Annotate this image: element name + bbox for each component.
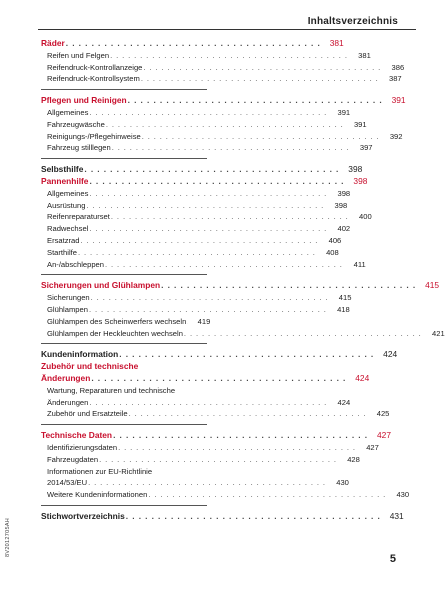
toc-leader-dots: . . . . . . . . . . . . . . . . . . . . . . . . . . . . . . . . . . . . . . . .	[111, 143, 350, 153]
toc-entry-title: Pflegen und Reinigen	[41, 95, 127, 106]
toc-chapter-entry[interactable]	[41, 280, 440, 292]
toc-leader-dots: . . . . . . . . . . . . . . . . . . . . . . . . . . . . . . . . . . . . . . . .	[88, 304, 327, 314]
toc-entry[interactable]	[41, 223, 351, 235]
toc-leader-dots: . . . . . . . . . . . . . . . . . . . . . . . . . . . . . . . . . . . . . . . .	[128, 409, 367, 419]
toc-entry[interactable]	[41, 328, 445, 340]
toc-section	[41, 280, 445, 344]
toc-entry-title: Wartung, Reparaturen und technische	[47, 385, 176, 395]
toc-entry[interactable]	[41, 119, 367, 131]
toc-entry-title: Identifizierungsdaten	[47, 442, 118, 452]
toc-leader-dots: . . . . . . . . . . . . . . . . . . . . . . . . . . . . . . . . . . . . . . . .	[89, 397, 328, 407]
toc-section	[41, 510, 404, 527]
toc-entry[interactable]	[41, 466, 207, 478]
toc-chapter-entry[interactable]	[41, 38, 344, 50]
toc-entry-title: Glühlampen der Heckleuchten wechseln	[47, 328, 183, 338]
toc-page-number: 381	[358, 50, 371, 60]
toc-entry-title: Änderungen	[41, 372, 91, 383]
toc-section	[41, 349, 398, 425]
toc-chapter-entry[interactable]	[41, 510, 404, 523]
toc-entry-title: Sicherungen und Glühlampen	[41, 280, 161, 291]
toc-entry-title: Stichwortverzeichnis	[41, 510, 125, 521]
toc-entry[interactable]	[41, 292, 352, 304]
toc-page-number: 421	[432, 328, 445, 338]
toc-entry[interactable]	[41, 489, 410, 501]
toc-leader-dots: . . . . . . . . . . . . . . . . . . . . . . . . . . . . . . . . . . . . . . . .	[148, 490, 387, 500]
toc-page-number: 427	[377, 430, 391, 441]
toc-leader-dots: . . . . . . . . . . . . . . . . . . . . . . . . . . . . . . . . . . . . . . . .	[161, 280, 417, 291]
toc-entry[interactable]	[41, 142, 373, 154]
toc-entry-title: Zubehör und Ersatzteile	[47, 409, 128, 419]
toc-entry[interactable]	[41, 50, 371, 62]
toc-leader-dots: . . . . . . . . . . . . . . . . . . . . . . . . . . . . . . . . . . . . . . . .	[89, 224, 328, 234]
toc-entry[interactable]	[41, 73, 402, 85]
toc-entry-title: Räder	[41, 38, 65, 48]
toc-entry-title: Reinigungs-/Pflegehinweise	[47, 131, 141, 141]
toc-entry-title: Technische Daten	[41, 430, 113, 441]
toc-entry[interactable]	[41, 385, 207, 397]
toc-leader-dots: . . . . . . . . . . . . . . . . . . . . . . . . . . . . . . . . . . . . . . . .	[119, 349, 375, 360]
toc-page-number: 431	[389, 510, 404, 521]
toc-entry-title: Reifendruck-Kontrollsystem	[47, 74, 140, 84]
toc-page-number: 430	[336, 478, 349, 488]
toc-entry-title: Weitere Kundeninformationen	[47, 490, 148, 500]
toc-entry-title: Allgemeines	[47, 107, 89, 117]
toc-entry-title: Informationen zur EU-Richtlinie	[47, 466, 153, 476]
page-number: 5	[389, 553, 396, 565]
margin-code: 8V2012705AH	[5, 517, 11, 557]
toc-entry[interactable]	[41, 247, 339, 259]
toc-page-number: 425	[376, 409, 390, 419]
toc-leader-dots: . . . . . . . . . . . . . . . . . . . . . . . . . . . . . . . . . . . . . . . .	[91, 372, 347, 383]
toc-page-number: 391	[391, 95, 406, 106]
toc-chapter-entry[interactable]	[41, 95, 406, 107]
toc-page-number: 386	[391, 62, 405, 72]
toc-entry-title: Sicherungen	[47, 293, 90, 303]
toc-page-number: 398	[348, 164, 363, 175]
header-title: Inhaltsverzeichnis	[307, 16, 398, 27]
toc-leader-dots: . . . . . . . . . . . . . . . . . . . . . . . . . . . . . . . . . . . . . . . .	[88, 478, 326, 488]
toc-entry[interactable]	[41, 107, 351, 119]
toc-page-number: 415	[425, 280, 440, 291]
toc-page-number: 402	[337, 224, 351, 234]
toc-chapter-entry[interactable]	[41, 361, 207, 373]
toc-entry-title: Pannenhilfe	[41, 175, 89, 186]
header-rule	[38, 29, 416, 30]
toc-page-number: 424	[383, 349, 398, 360]
toc-leader-dots: . . . . . . . . . . . . . . . . . . . . . . . . . . . . . . . . . . . . . . . .	[105, 119, 344, 129]
toc-entry-title: Reifen und Felgen	[47, 50, 110, 60]
toc-entry[interactable]	[41, 62, 405, 74]
toc-page-number: 406	[328, 235, 342, 245]
toc-leader-dots: . . . . . . . . . . . . . . . . . . . . . . . . . . . . . . . . . . . . . . . .	[89, 188, 328, 198]
toc-leader-dots: . . . . . . . . . . . . . . . . . . . . . . . . . . . . . . . . . . . . . . . .	[105, 259, 343, 269]
table-of-contents	[41, 38, 445, 532]
toc-page-number: 391	[337, 107, 351, 117]
toc-page-number: 415	[338, 293, 352, 303]
toc-leader-dots: . . . . . . . . . . . . . . . . . . . . . . . . . . . . . . . . . . . . . . . .	[140, 74, 379, 84]
toc-page-number: 398	[334, 200, 348, 210]
toc-entry[interactable]	[41, 454, 360, 466]
toc-page-number: 411	[353, 259, 366, 269]
toc-leader-dots: . . . . . . . . . . . . . . . . . . . . . . . . . . . . . . . . . . . . . . . .	[110, 212, 349, 222]
toc-entry[interactable]	[41, 188, 351, 200]
toc-page-number: 387	[388, 74, 402, 84]
toc-entry[interactable]	[41, 477, 349, 489]
toc-entry[interactable]	[41, 316, 211, 328]
toc-page-number: 398	[337, 188, 351, 198]
toc-page-number: 427	[366, 442, 379, 452]
toc-page-number: 430	[396, 490, 410, 500]
toc-section	[41, 95, 406, 159]
toc-entry[interactable]	[41, 131, 403, 143]
toc-page-number: 428	[347, 454, 360, 464]
toc-page-number: 419	[197, 316, 211, 326]
toc-chapter-entry[interactable]	[41, 372, 370, 385]
toc-entry[interactable]	[41, 397, 351, 409]
toc-leader-dots: . . . . . . . . . . . . . . . . . . . . . . . . . . . . . . . . . . . . . . . .	[141, 131, 380, 141]
toc-leader-dots: . . . . . . . . . . . . . . . . . . . . . . . . . . . . . . . . . . . . . . . .	[99, 454, 337, 464]
toc-page-number: 391	[353, 119, 367, 129]
toc-entry-title: Glühlampen	[47, 304, 88, 314]
toc-leader-dots: . . . . . . . . . . . . . . . . . . . . . . . . . . . . . . . . . . . . . . . .	[89, 175, 345, 186]
toc-page-number: 418	[337, 304, 350, 314]
toc-leader-dots: . . . . . . . . . . . . . . . . . . . . . . . . . . . . . . . . . . . . . . . .	[77, 247, 316, 257]
toc-entry-title: Radwechsel	[47, 224, 89, 234]
toc-section	[41, 38, 405, 90]
toc-entry-title: Ausrüstung	[47, 200, 86, 210]
toc-entry-title: Reifenreparaturset	[47, 212, 110, 222]
toc-entry[interactable]	[41, 211, 372, 223]
toc-entry-title: Fahrzeugdaten	[47, 454, 99, 464]
toc-chapter-entry[interactable]	[41, 349, 398, 361]
toc-leader-dots: . . . . . . . . . . . . . . . . . . . . . . . . . . . . . . . . . . . . . . . .	[143, 62, 382, 72]
toc-page-number: 381	[329, 38, 344, 48]
toc-entry-title: Reifendruck-Kontrollanzeige	[47, 62, 143, 72]
toc-chapter-entry[interactable]	[41, 175, 368, 188]
toc-entry-title: Fahrzeug stilllegen	[47, 143, 111, 153]
toc-leader-dots: . . . . . . . . . . . . . . . . . . . . . . . . . . . . . . . . . . . . . . . .	[90, 293, 329, 303]
toc-entry[interactable]	[41, 259, 366, 271]
toc-entry[interactable]	[41, 304, 350, 316]
toc-entry-title: Änderungen	[47, 397, 89, 407]
toc-leader-dots: . . . . . . . . . . . . . . . . . . . . . . . . . . . . . . . . . . . . . . . .	[110, 50, 348, 60]
toc-leader-dots: . . . . . . . . . . . . . . . . . . . . . . . . . . . . . . . . . . . . . . . .	[65, 38, 321, 48]
toc-leader-dots: . . . . . . . . . . . . . . . . . . . . . . . . . . . . . . . . . . . . . . . .	[118, 442, 356, 452]
toc-leader-dots: . . . . . . . . . . . . . . . . . . . . . . . . . . . . . . . . . . . . . . . .	[80, 235, 319, 245]
toc-section	[41, 430, 410, 506]
toc-page-number: 397	[359, 143, 373, 153]
toc-entry-title: Zubehör und technische	[41, 361, 139, 372]
toc-leader-dots: . . . . . . . . . . . . . . . . . . . . . . . . . . . . . . . . . . . . . . . .	[89, 107, 328, 117]
toc-leader-dots: . . . . . . . . . . . . . . . . . . . . . . . . . . . . . . . . . . . . . . . .	[86, 200, 325, 210]
toc-entry[interactable]	[41, 235, 342, 247]
toc-section	[41, 164, 372, 275]
toc-page-number: 400	[359, 212, 372, 222]
toc-leader-dots: . . . . . . . . . . . . . . . . . . . . . . . . . . . . . . . . . . . . . . . .	[125, 510, 381, 521]
toc-entry-title: An-/abschleppen	[47, 259, 104, 269]
toc-entry[interactable]	[41, 442, 379, 454]
toc-leader-dots: . . . . . . . . . . . . . . . . . . . . . . . . . . . . . . . . . . . . . . . .	[113, 430, 368, 441]
toc-entry-title: Kundeninformation	[41, 349, 119, 360]
toc-page-number: 424	[355, 372, 370, 383]
toc-entry-title: Allgemeines	[47, 188, 89, 198]
toc-entry[interactable]	[41, 408, 390, 420]
toc-entry-title: Selbsthilfe	[41, 164, 84, 175]
toc-leader-dots: . . . . . . . . . . . . . . . . . . . . . . . . . . . . . . . . . . . . . . . .	[84, 164, 340, 175]
toc-page-number: 398	[353, 175, 368, 186]
page-header	[0, 0, 416, 30]
toc-entry-title: Ersatzrad	[47, 235, 80, 245]
toc-entry-title: Glühlampen des Scheinwerfers wechseln	[47, 316, 187, 326]
toc-leader-dots: . . . . . . . . . . . . . . . . . . . . . . . . . . . . . . . . . . . . . . . .	[127, 95, 383, 106]
toc-page-number: 392	[389, 131, 403, 141]
toc-entry-title: Starthilfe	[47, 247, 77, 257]
toc-entry[interactable]	[41, 200, 348, 212]
toc-entry-title: Fahrzeugwäsche	[47, 119, 105, 129]
toc-entry-title: 2014/53/EU	[47, 478, 88, 488]
toc-chapter-entry[interactable]	[41, 164, 363, 176]
toc-page-number: 408	[326, 247, 339, 257]
toc-leader-dots: . . . . . . . . . . . . . . . . . . . . . . . . . . . . . . . . . . . . . . . .	[183, 328, 422, 338]
toc-chapter-entry[interactable]	[41, 430, 391, 442]
toc-page-number: 424	[337, 397, 351, 407]
